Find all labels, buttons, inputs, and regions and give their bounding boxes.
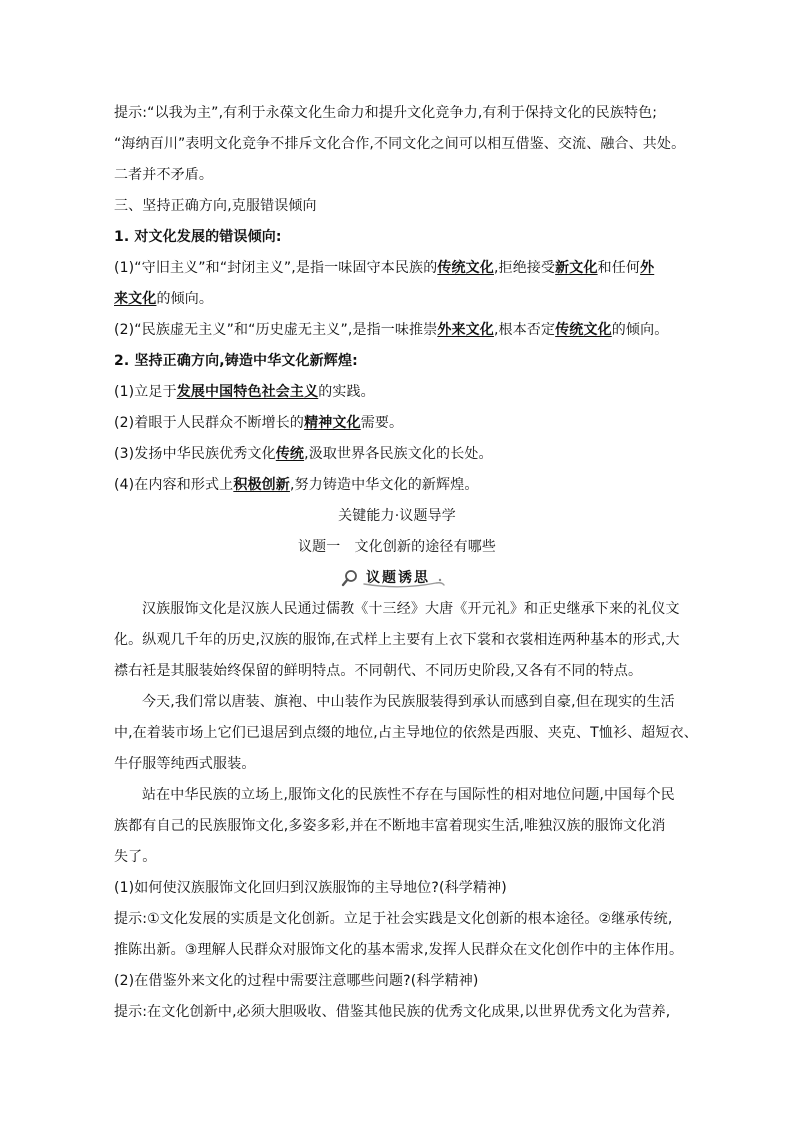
text: ,汲取世界各民族文化的长处。 [304, 446, 493, 462]
point-1-a-cont [114, 289, 684, 309]
badge-label: 议题诱思 [366, 570, 430, 586]
key-term: 来文化 [114, 291, 157, 307]
text: 的倾向。 [156, 291, 214, 307]
key-ability-heading: 关键能力·议题导学 [338, 508, 456, 524]
point-2-item-4 [114, 475, 684, 495]
para-3-line-3: 失了。 [114, 849, 157, 865]
para-2-line-3: 牛仔服等纯西式服装。 [114, 756, 256, 772]
text: (2)“民族虚无主义”和“历史虚无主义”,是指一味推崇 [114, 322, 438, 338]
text: (1)“守旧主义”和“封闭主义”,是指一味固守本民族的 [114, 260, 438, 276]
para-2-line-2: 中,在着装市场上它们已退居到点缀的地位,占主导地位的依然是西服、夹克、T恤衫、超短衣、 [114, 725, 698, 741]
text: 需要。 [360, 415, 404, 431]
point-1-a [114, 258, 684, 278]
text: 的倾向。 [611, 322, 669, 338]
text: 的实践。 [318, 384, 375, 400]
key-term: 积极创新 [233, 477, 290, 493]
hint-line-2: “海纳百川”表明文化竞争不排斥文化合作,不同文化之间可以相互借鉴、交流、融合、共处。 [114, 136, 686, 152]
topic-title: 议题一 文化创新的途径有哪些 [297, 539, 497, 555]
text: ,拒绝接受 [493, 260, 556, 276]
key-term: 新文化 [555, 260, 598, 276]
para-1-line-3: 襟右衽是其服装始终保留的鲜明特点。不同朝代、不同历史阶段,又各有不同的特点。 [114, 663, 643, 679]
key-term: 精神文化 [304, 415, 361, 431]
para-3-line-2: 族都有自己的民族服饰文化,多姿多彩,并在不断地丰富着现实生活,唯独汉族的服饰文化消 [114, 818, 666, 834]
key-term: 传统 [275, 446, 305, 462]
para-3-line-1: 站在中华民族的立场上,服饰文化的民族性不存在与国际性的相对地位问题,中国每个民 [142, 787, 675, 803]
key-term: 外 [640, 260, 655, 276]
point-2-item-2 [114, 413, 684, 433]
hint-line-3: 二者并不矛盾。 [114, 167, 214, 183]
point-2-item-3 [114, 444, 684, 464]
key-term: 发展中国特色社会主义 [176, 384, 319, 400]
point-1-b [114, 320, 684, 340]
hint-line-1: 提示:“以我为主”,有利于永葆文化生命力和提升文化竞争力,有利于保持文化的民族特色; [114, 105, 658, 121]
key-term: 传统文化 [437, 260, 494, 276]
text: 和任何 [597, 260, 641, 276]
key-term: 传统文化 [555, 322, 612, 338]
text: ,努力铸造中华文化的新辉煌。 [289, 477, 479, 493]
text: (3)发扬中华民族优秀文化 [114, 446, 276, 462]
text: (2)着眼于人民群众不断增长的 [114, 415, 305, 431]
question-2: (2)在借鉴外来文化的过程中需要注意哪些问题?(科学精神) [114, 973, 479, 989]
topic-badge [340, 568, 450, 588]
answer-2-line-1: 提示:在文化创新中,必须大胆吸收、借鉴其他民族的优秀文化成果,以世界优秀文化为营养, [114, 1004, 671, 1020]
para-1-line-2: 化。纵观几千年的历史,汉族的服饰,在式样上主要有上衣下裳和衣裳相连两种基本的形式,大 [114, 632, 680, 648]
answer-1-line-2: 推陈出新。③理解人民群众对服饰文化的基本需求,发挥人民群众在文化创作中的主体作用。 [114, 942, 684, 958]
answer-1-line-1: 提示:①文化发展的实质是文化创新。立足于社会实践是文化创新的根本途径。②继承传统, [114, 911, 673, 927]
point-1-title: 1. 对文化发展的错误倾向: [114, 229, 282, 245]
point-2-item-1 [114, 382, 684, 402]
text: (1)立足于 [114, 384, 177, 400]
key-term: 外来文化 [437, 322, 494, 338]
para-1-line-1: 汉族服饰文化是汉族人民通过儒教《十三经》大唐《开元礼》和正史继承下来的礼仪文 [142, 601, 680, 617]
text: (4)在内容和形式上 [114, 477, 234, 493]
text: ,根本否定 [493, 322, 556, 338]
point-2-title: 2. 坚持正确方向,铸造中华文化新辉煌: [114, 353, 358, 369]
section-heading: 三、坚持正确方向,克服错误倾向 [114, 198, 317, 214]
question-1: (1)如何使汉族服饰文化回归到汉族服饰的主导地位?(科学精神) [114, 880, 507, 896]
para-2-line-1: 今天,我们常以唐装、旗袍、中山装作为民族服装得到承认而感到自豪,但在现实的生活 [142, 694, 675, 710]
